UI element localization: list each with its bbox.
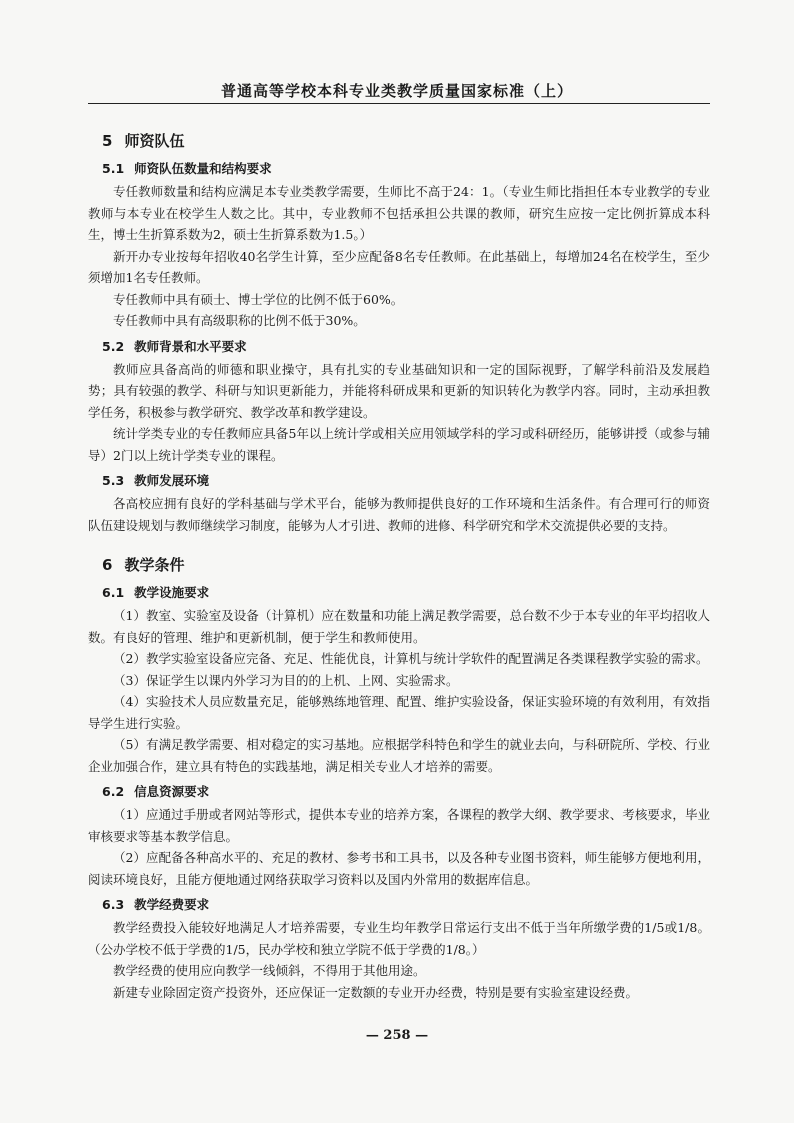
page-number: — 258 — [365,1028,429,1043]
subsection-number: 6.2 [102,784,125,799]
subsection-title: 教师发展环境 [134,473,210,488]
body-paragraph: 各高校应拥有良好的学科基础与学术平台，能够为教师提供良好的工作环境和生活条件。有合理可行的师资队伍建设规划与教师继续学习制度，能够为人才引进、教师的进修、科学研究和学术交流提供必要的支持。 [88,496,710,533]
body-paragraph: （4）实验技术人员应数量充足，能够熟练地管理、配置、维护实验设备，保证实验环境的有效利用，有效指导学生进行实验。 [88,694,710,731]
section-number: 5 [102,132,113,150]
body-paragraph: 教师应具备高尚的师德和职业操守，具有扎实的专业基础知识和一定的国际视野，了解学科前沿及发展趋势；具有较强的教学、科研与知识更新能力，并能将科研成果和更新的知识转化为教学内容。同时，主动承担教学任务，积极参与教学研究、教学改革和教学建设。 [88,361,710,420]
body-paragraph: 统计学类专业的专任教师应具备5年以上统计学或相关应用领域学科的学习或科研经历，能够讲授（或参与辅导）2门以上统计学类专业的课程。 [88,426,710,463]
running-header: 普通高等学校本科专业类教学质量国家标准（上） [220,82,573,100]
subsection-heading [102,583,710,603]
subsection-number: 6.3 [102,897,125,912]
subsection-number: 6.1 [102,585,125,600]
subsection-number: 5.2 [102,338,125,354]
subsection-title: 信息资源要求 [134,784,210,799]
body-paragraph: （1）应通过手册或者网站等形式，提供本专业的培养方案，各课程的教学大纲、教学要求、考核要求，毕业审核要求等基本教学信息。 [88,807,710,844]
document-body [88,116,710,1003]
body-paragraph: 专任教师中具有硕士、博士学位的比例不低于60%。 [113,291,404,307]
body-paragraph: （1）教室、实验室及设备（计算机）应在数量和功能上满足教学需要，总台数不少于本专业的年平均招收人数。有良好的管理、维护和更新机制，便于学生和教师使用。 [88,608,710,645]
subsection-title: 教师背景和水平要求 [134,338,247,354]
body-paragraph: （5）有满足教学需要、相对稳定的实习基地。应根据学科特色和学生的就业去向，与科研院所、学校、行业企业加强合作，建立具有特色的实践基地，满足相关专业人才培养的需要。 [88,737,710,774]
section-heading [102,130,710,151]
body-paragraph: （2）教学实验室设备应完备、充足、性能优良，计算机与统计学软件的配置满足各类课程教学实验的需求。 [113,651,709,666]
body-paragraph: 教学经费的使用应向教学一线倾斜，不得用于其他用途。 [113,963,426,978]
subsection-heading [102,782,710,802]
subsection-number: 5.1 [102,161,125,176]
body-paragraph: 新开办专业按每年招收40名学生计算，至少应配备8名专任教师。在此基础上，每增加24名在校学生，至少须增加1名专任教师。 [88,248,710,285]
section-title: 师资队伍 [124,132,185,150]
body-paragraph: 新建专业除固定资产投资外，还应保证一定数额的专业开办经费，特别是要有实验室建设经费。 [113,984,639,1000]
subsection-number: 5.3 [102,473,125,488]
section-title: 教学条件 [124,556,185,574]
body-paragraph: 专任教师数量和结构应满足本专业类教学需要，生师比不高于24：1。（专业生师比指担任本专业教学的专业教师与本专业在校学生人数之比。其中，专业教师不包括承担公共课的教师，研究生应按一定比例折算成本科生，博士生折算系数为2，硕士生折算系数为1.5。） [88,184,710,242]
subsection-heading [102,337,710,357]
subsection-heading [102,159,710,179]
subsection-heading [102,895,710,915]
body-paragraph: 专任教师中具有高级职称的比例不低于30%。 [113,313,366,328]
subsection-title: 师资队伍数量和结构要求 [134,161,272,176]
subsection-title: 教学经费要求 [134,897,210,912]
subsection-heading [102,471,710,491]
subsection-title: 教学设施要求 [134,585,210,600]
header-rule [88,103,710,104]
body-paragraph: （2）应配备各种高水平的、充足的教材、参考书和工具书，以及各种专业图书资料，师生能够方便地利用，阅读环境良好，且能方便地通过网络获取学习资料以及国内外常用的数据库信息。 [88,850,710,887]
body-paragraph: （3）保证学生以课内外学习为目的的上机、上网、实验需求。 [113,672,459,688]
section-heading [102,554,710,575]
section-number: 6 [102,556,113,574]
body-paragraph: 教学经费投入能较好地满足人才培养需要，专业生均年教学日常运行支出不低于当年所缴学费的1/5或1/8。（公办学校不低于学费的1/5，民办学校和独立学院不低于学费的1/8。） [88,920,710,957]
